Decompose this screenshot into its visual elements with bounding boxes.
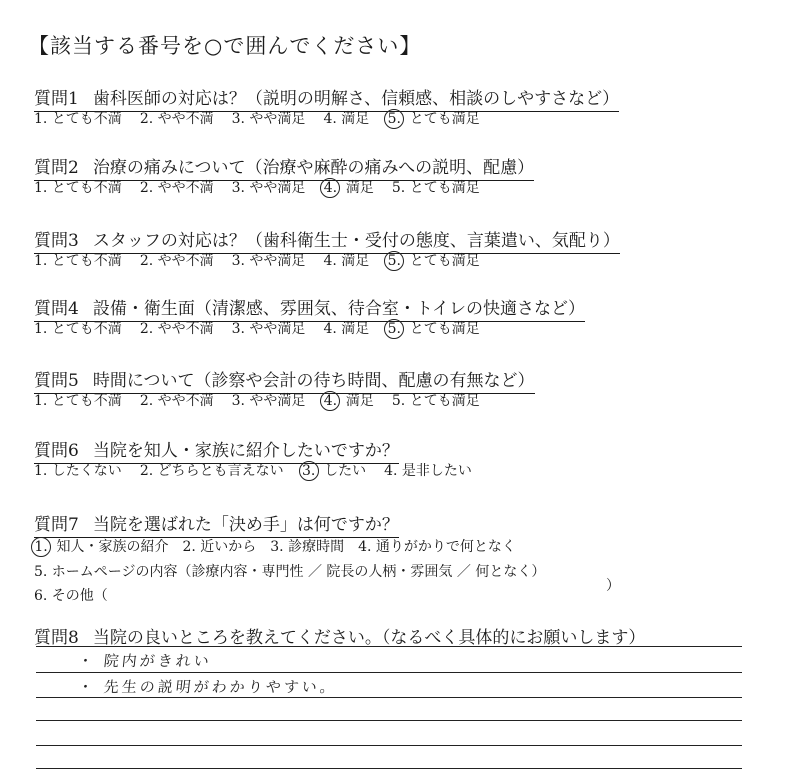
rating-option[interactable]: 5. とても満足 xyxy=(391,180,480,196)
handwritten-answer-2: ・ 先生の説明がわかりやすい。 xyxy=(77,678,339,696)
question-8-text: 当院の良いところを教えてください。（なるべく具体的にお願いします） xyxy=(92,628,646,648)
option-label: したい xyxy=(319,463,367,479)
selection-circle: 4. xyxy=(320,178,340,198)
rating-option[interactable]: 2. どちらとも言えない xyxy=(139,463,284,479)
rating-option[interactable]: 1. とても不満 xyxy=(34,321,122,337)
rating-option[interactable]: 3. やや満足 xyxy=(231,253,306,269)
option-label: とても満足 xyxy=(405,321,480,337)
question-7-text: 当院を選ばれた「決め手」は何ですか？ xyxy=(92,515,399,535)
rating-option[interactable]: 2. やや不満 xyxy=(139,393,214,409)
rating-option[interactable]: 3. やや満足 xyxy=(231,393,306,409)
answer-line xyxy=(36,720,742,721)
question-6-label: 質問6 xyxy=(34,441,79,461)
question-4-options xyxy=(34,318,498,339)
rating-option[interactable]: 1. とても不満 xyxy=(34,180,122,196)
option-label: とても満足 xyxy=(405,253,480,269)
rating-option[interactable]: 1. とても不満 xyxy=(34,253,122,269)
question-5-options xyxy=(34,390,498,411)
question-7-title xyxy=(34,510,399,538)
question-5-label: 質問5 xyxy=(34,371,79,391)
question-3-label: 質問3 xyxy=(34,231,79,251)
answer-line xyxy=(36,745,742,746)
choice-option[interactable]: 2. 近いから xyxy=(182,539,257,555)
question-7-option-6-close: ） xyxy=(606,578,620,594)
rating-option-selected[interactable] xyxy=(302,460,366,481)
option-label: 満足 xyxy=(341,180,374,196)
handwritten-answer-1: ・ 院内がきれい xyxy=(77,652,213,670)
question-7-option-6[interactable]: 6. その他（ xyxy=(34,588,108,604)
rating-option[interactable]: 4. 満足 xyxy=(323,321,370,337)
question-4-label: 質問4 xyxy=(34,299,79,319)
question-2-text: 治療の痛みについて（治療や麻酔の痛みへの説明、配慮） xyxy=(92,158,535,178)
question-6-options xyxy=(34,460,490,481)
rating-option-selected[interactable] xyxy=(387,108,479,129)
rating-option[interactable]: 2. やや不満 xyxy=(139,253,214,269)
option-label: 知人・家族の紹介 xyxy=(52,539,169,555)
question-1-options xyxy=(34,108,498,129)
selection-circle: 5. xyxy=(384,109,404,129)
rating-option[interactable]: 3. やや満足 xyxy=(231,180,306,196)
rating-option[interactable]: 3. やや満足 xyxy=(231,321,306,337)
question-1-label: 質問1 xyxy=(34,89,79,109)
choice-option[interactable]: 4. 通りがかりで何となく xyxy=(358,539,516,555)
question-2-options xyxy=(34,177,498,198)
selection-circle: 5. xyxy=(384,251,404,271)
question-3-text: スタッフの対応は？（歯科衛生士・受付の態度、言葉遣い、気配り） xyxy=(92,231,620,251)
rating-option[interactable]: 5. とても満足 xyxy=(391,393,480,409)
rating-option-selected[interactable] xyxy=(323,390,373,411)
rating-option[interactable]: 4. 満足 xyxy=(323,253,370,269)
rating-option[interactable]: 1. したくない xyxy=(34,463,122,479)
rating-option[interactable]: 1. とても不満 xyxy=(34,111,122,127)
question-6-text: 当院を知人・家族に紹介したいですか？ xyxy=(92,441,399,461)
rating-option[interactable]: 2. やや不満 xyxy=(139,111,214,127)
answer-line xyxy=(36,672,742,673)
question-7-options xyxy=(34,536,530,557)
rating-option[interactable]: 3. やや満足 xyxy=(231,111,306,127)
question-1-text: 歯科医師の対応は？（説明の明解さ、信頼感、相談のしやすさなど） xyxy=(92,89,620,109)
form-header: 【該当する番号を○で囲んでください】 xyxy=(28,34,422,58)
option-label: とても満足 xyxy=(405,111,480,127)
answer-line xyxy=(36,697,742,698)
choice-option-selected[interactable] xyxy=(34,536,168,557)
question-5-text: 時間について（診察や会計の待ち時間、配慮の有無など） xyxy=(92,371,535,391)
option-label: 満足 xyxy=(341,393,374,409)
question-7-option-5[interactable]: 5. ホームページの内容（診療内容・専門性 ／ 院長の人柄・雰囲気 ／ 何となく） xyxy=(34,564,546,580)
selection-circle: 3. xyxy=(299,461,319,481)
selection-circle: 4. xyxy=(320,391,340,411)
rating-option-selected[interactable] xyxy=(323,177,373,198)
question-4-text: 設備・衛生面（清潔感、雰囲気、待合室・トイレの快適さなど） xyxy=(92,299,585,319)
rating-option[interactable]: 4. 満足 xyxy=(323,111,370,127)
question-7-label: 質問7 xyxy=(34,515,79,535)
selection-circle: 1. xyxy=(31,537,51,557)
rating-option[interactable]: 2. やや不満 xyxy=(139,180,214,196)
answer-line xyxy=(36,646,742,647)
rating-option-selected[interactable] xyxy=(387,250,479,271)
selection-circle: 5. xyxy=(384,319,404,339)
rating-option[interactable]: 1. とても不満 xyxy=(34,393,122,409)
rating-option-selected[interactable] xyxy=(387,318,479,339)
question-2-label: 質問2 xyxy=(34,158,79,178)
question-3-options xyxy=(34,250,498,271)
rating-option[interactable]: 2. やや不満 xyxy=(139,321,214,337)
rating-option[interactable]: 4. 是非したい xyxy=(384,463,472,479)
answer-line xyxy=(36,768,742,769)
question-8-label: 質問8 xyxy=(34,628,79,648)
choice-option[interactable]: 3. 診療時間 xyxy=(270,539,345,555)
